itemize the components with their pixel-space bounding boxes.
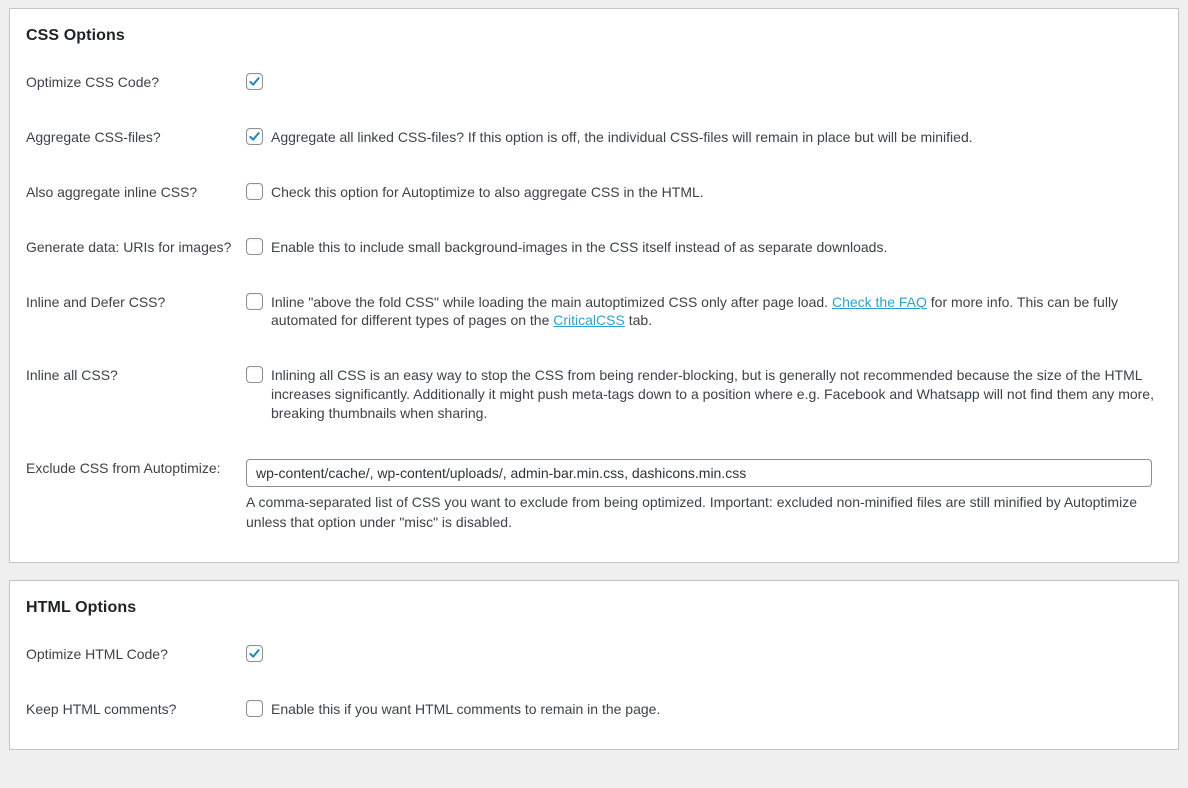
html-options-rows xyxy=(26,627,1162,737)
setting-label: Inline and Defer CSS? xyxy=(26,293,166,310)
setting-control xyxy=(246,645,1162,662)
checkbox-label[interactable] xyxy=(246,238,1162,257)
label-text-segment: Check this option for Autoptimize to also aggregate CSS in the HTML. xyxy=(271,183,704,200)
checkbox-label[interactable] xyxy=(246,700,1162,719)
setting-control xyxy=(246,238,1162,257)
checkbox-description xyxy=(271,183,704,202)
css-options-section xyxy=(9,8,1179,563)
checkmark-icon xyxy=(248,647,261,660)
label-text-segment: Enable this to include small background-images in the CSS itself instead of as separate downloads. xyxy=(271,238,888,255)
label-text-segment: tab. xyxy=(624,312,653,329)
setting-row xyxy=(26,165,1162,220)
checkbox-label[interactable] xyxy=(246,183,1162,202)
setting-control xyxy=(246,700,1162,719)
setting-label: Optimize CSS Code? xyxy=(26,74,160,90)
setting-label: Inline all CSS? xyxy=(26,367,118,384)
setting-control xyxy=(246,293,1162,331)
label-text-segment: Enable this if you want HTML comments to remain in the page. xyxy=(271,701,661,718)
checkbox[interactable] xyxy=(246,645,263,662)
field-description: A comma-separated list of CSS you want to exclude from being optimized. Important: excluded non-minified files are still minified by Autoptimize unless that option under "misc" is disabled. xyxy=(246,494,1137,530)
setting-label: Keep HTML comments? xyxy=(26,701,177,718)
checkbox[interactable] xyxy=(246,293,263,310)
setting-label: Also aggregate inline CSS? xyxy=(26,183,198,200)
checkbox[interactable] xyxy=(246,366,263,383)
setting-control xyxy=(246,366,1162,423)
checkbox-description xyxy=(271,293,1162,331)
setting-control xyxy=(246,183,1162,202)
setting-control xyxy=(246,459,1162,532)
checkbox-description xyxy=(271,700,660,719)
label-text-segment: Aggregate all linked CSS-files? If this option is off, the individual CSS-files will remain in place but will be minified. xyxy=(271,128,973,145)
checkbox-label[interactable] xyxy=(246,128,1162,147)
setting-row xyxy=(26,682,1162,737)
checkbox[interactable] xyxy=(246,238,263,255)
setting-label: Exclude CSS from Autoptimize: xyxy=(26,460,221,477)
label-text-segment: Inline "above the fold CSS" while loading the main autoptimized CSS only after page load. xyxy=(271,293,832,310)
setting-row xyxy=(26,441,1162,550)
setting-label: Generate data: URIs for images? xyxy=(26,238,232,255)
checkbox[interactable] xyxy=(246,73,263,90)
setting-row xyxy=(26,348,1162,441)
checkbox-label[interactable] xyxy=(246,73,1162,90)
setting-row xyxy=(26,627,1162,682)
checkbox[interactable] xyxy=(246,128,263,145)
exclude-css-input[interactable] xyxy=(246,459,1152,487)
css-options-title: CSS Options xyxy=(26,27,125,44)
setting-label: Aggregate CSS-files? xyxy=(26,128,161,145)
setting-control xyxy=(246,128,1162,147)
css-options-rows xyxy=(26,55,1162,550)
checkmark-icon xyxy=(248,130,261,143)
inline-link[interactable]: Check the FAQ xyxy=(831,293,927,310)
setting-label: Optimize HTML Code? xyxy=(26,646,168,663)
checkbox-label[interactable] xyxy=(246,293,1162,331)
setting-row xyxy=(26,220,1162,275)
checkbox-label[interactable] xyxy=(246,645,1162,662)
checkbox-description xyxy=(271,128,973,147)
checkmark-icon xyxy=(248,75,261,88)
label-text-segment: for more info. This can be fully automated for different types of pages on the xyxy=(271,293,1119,329)
setting-control xyxy=(246,73,1162,90)
setting-row xyxy=(26,110,1162,165)
html-options-title: HTML Options xyxy=(26,599,137,617)
checkbox-description xyxy=(271,366,1162,423)
checkbox[interactable] xyxy=(246,183,263,200)
inline-link[interactable]: CriticalCSS xyxy=(553,312,625,329)
checkbox-description xyxy=(271,238,887,257)
checkbox[interactable] xyxy=(246,700,263,717)
setting-row xyxy=(26,55,1162,110)
html-options-section xyxy=(9,580,1179,750)
checkbox-label[interactable] xyxy=(246,366,1162,423)
setting-row xyxy=(26,275,1162,349)
label-text-segment: Inlining all CSS is an easy way to stop the CSS from being render-blocking, but is generally not recommended because the size of the HTML increases significantly. Additionally it might push meta-tags down to a position where e.g. Facebook and Whatsapp will not find them any more, breaking thumbnails when sharing. xyxy=(271,367,1154,422)
